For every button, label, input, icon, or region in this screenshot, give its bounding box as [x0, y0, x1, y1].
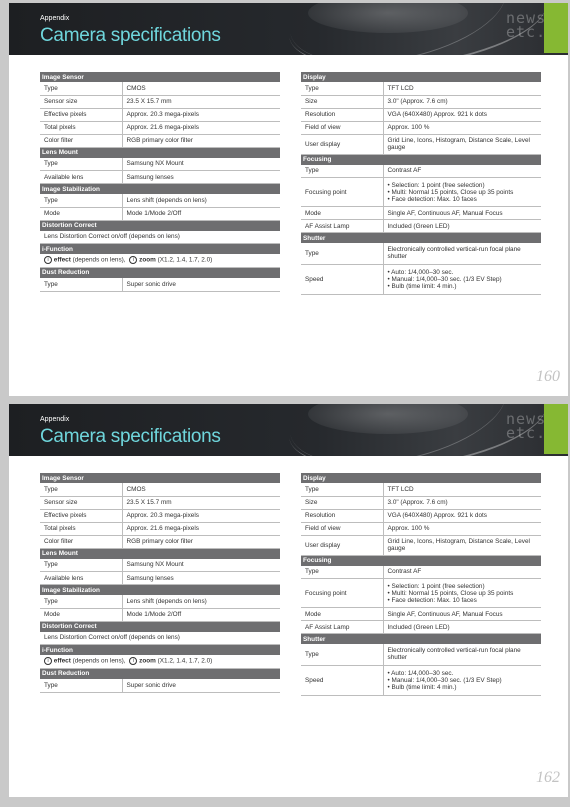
spec-value: Approx. 100 %	[383, 121, 541, 134]
section-header-lens-mount: Lens Mount	[40, 147, 280, 158]
spec-label: Type	[40, 194, 122, 207]
section-header-focusing: Focusing	[301, 555, 541, 566]
list-item: • Auto: 1/4,000–30 sec.	[387, 669, 454, 677]
spec-label: Effective pixels	[40, 108, 122, 121]
spec-label: Type	[301, 566, 383, 579]
section-header-i-function: i-Function	[40, 244, 280, 255]
spec-value: Electronically controlled vertical-run focal plane shutter	[383, 644, 541, 665]
spec-label: Resolution	[301, 108, 383, 121]
spec-value: Samsung lenses	[122, 572, 280, 585]
spec-table-right	[301, 72, 541, 295]
spec-label: Type	[301, 644, 383, 665]
spec-label: Type	[40, 278, 122, 292]
spec-value: 23.5 X 15.7 mm	[122, 496, 280, 509]
spec-value: Contrast AF	[383, 165, 541, 178]
zoom-label: zoom	[139, 256, 156, 264]
effect-text: (depends on lens),	[72, 256, 126, 264]
section-header-dust-reduction: Dust Reduction	[40, 668, 280, 679]
spec-value-list	[383, 665, 541, 695]
section-header-display: Display	[301, 473, 541, 483]
spec-label: Color filter	[40, 535, 122, 548]
spec-value: Mode 1/Mode 2/Off	[122, 608, 280, 621]
list-item: • Multi: Normal 15 points, Close up 35 points	[387, 188, 514, 196]
spec-value: TFT LCD	[383, 483, 541, 496]
section-header-focusing: Focusing	[301, 154, 541, 165]
effect-label: effect	[53, 256, 71, 264]
page-title: Camera specifications	[40, 25, 221, 46]
spec-label: Available lens	[40, 171, 122, 184]
spec-value: Samsung NX Mount	[122, 559, 280, 572]
list-item: • Face detection: Max. 10 faces	[387, 195, 477, 203]
list-item: • Manual: 1/4,000–30 sec. (1/3 EV Step)	[387, 275, 502, 283]
spec-value: Approx. 100 %	[383, 522, 541, 535]
spec-value-i-function	[40, 655, 280, 668]
page-number: 160	[536, 368, 560, 385]
spec-value: Single AF, Continuous AF, Manual Focus	[383, 608, 541, 621]
section-header-image-stabilization: Image Stabilization	[40, 184, 280, 195]
spec-label: Sensor size	[40, 496, 122, 509]
section-header-image-stabilization: Image Stabilization	[40, 585, 280, 596]
effect-text: (depends on lens),	[72, 657, 126, 665]
spec-value: Super sonic drive	[122, 679, 280, 693]
spec-label: Total pixels	[40, 522, 122, 535]
spec-label: Field of view	[301, 522, 383, 535]
section-header-display: Display	[301, 72, 541, 82]
spec-value-list	[383, 579, 541, 608]
spec-value: Approx. 20.3 mega-pixels	[122, 108, 280, 121]
list-item: • Multi: Normal 15 points, Close up 35 points	[387, 589, 514, 597]
list-item: • Selection: 1 point (free selection)	[387, 582, 485, 590]
section-header-image-sensor: Image Sensor	[40, 473, 280, 483]
spec-value: Lens shift (depends on lens)	[122, 595, 280, 608]
manual-page	[9, 3, 568, 396]
section-header-distortion-correct: Distortion Correct	[40, 220, 280, 231]
spec-label: Type	[40, 483, 122, 496]
spec-value: 23.5 X 15.7 mm	[122, 95, 280, 108]
spec-value: VGA (640X480) Approx. 921 k dots	[383, 509, 541, 522]
list-item: • Selection: 1 point (free selection)	[387, 181, 485, 189]
list-item: • Face detection: Max. 10 faces	[387, 596, 477, 604]
spec-value: Contrast AF	[383, 566, 541, 579]
spec-label: User display	[301, 134, 383, 154]
spec-label: Total pixels	[40, 121, 122, 134]
spec-value: Samsung lenses	[122, 171, 280, 184]
section-header-lens-mount: Lens Mount	[40, 548, 280, 559]
spec-label: Speed	[301, 665, 383, 695]
spec-value: Super sonic drive	[122, 278, 280, 292]
spec-label: Type	[301, 243, 383, 264]
i-function-icon: i	[44, 657, 52, 665]
section-header-i-function: i-Function	[40, 645, 280, 656]
spec-value: VGA (640X480) Approx. 921 k dots	[383, 108, 541, 121]
spec-value: Included (Green LED)	[383, 220, 541, 233]
spec-value: Lens Distortion Correct on/off (depends on lens)	[40, 632, 280, 645]
page-title: Camera specifications	[40, 426, 221, 447]
spec-value: Approx. 20.3 mega-pixels	[122, 509, 280, 522]
watermark-logo: news etc.	[506, 9, 547, 41]
spec-value-list	[383, 264, 541, 294]
spec-label: Mode	[40, 608, 122, 621]
spec-value: 3.0" (Approx. 7.6 cm)	[383, 95, 541, 108]
spec-value: Samsung NX Mount	[122, 158, 280, 171]
spec-value: Mode 1/Mode 2/Off	[122, 207, 280, 220]
spec-value: Lens Distortion Correct on/off (depends on lens)	[40, 231, 280, 244]
spec-value-i-function	[40, 254, 280, 267]
spec-value: Included (Green LED)	[383, 621, 541, 634]
zoom-text: (X1.2, 1.4, 1.7, 2.0)	[157, 256, 213, 264]
spec-label: Type	[301, 82, 383, 95]
spec-label: AF Assist Lamp	[301, 621, 383, 634]
spec-table-left	[40, 473, 280, 693]
section-header-image-sensor: Image Sensor	[40, 72, 280, 82]
spec-label: Mode	[301, 207, 383, 220]
spec-label: Size	[301, 496, 383, 509]
spec-label: Focusing point	[301, 178, 383, 207]
list-item: • Auto: 1/4,000–30 sec.	[387, 268, 454, 276]
spec-label: Color filter	[40, 134, 122, 147]
watermark-logo: news etc.	[506, 410, 547, 442]
spec-label: Type	[40, 559, 122, 572]
section-label: Appendix	[40, 15, 70, 22]
spec-value: Grid Line, Icons, Histogram, Distance Scale, Level gauge	[383, 535, 541, 555]
page-header-banner	[9, 3, 568, 55]
spec-label: Type	[40, 158, 122, 171]
i-function-icon: i	[44, 256, 52, 264]
section-header-dust-reduction: Dust Reduction	[40, 267, 280, 278]
i-function-icon: i	[129, 657, 137, 665]
spec-label: Type	[40, 679, 122, 693]
i-function-icon: i	[129, 256, 137, 264]
spec-label: Field of view	[301, 121, 383, 134]
spec-value: Lens shift (depends on lens)	[122, 194, 280, 207]
spec-label: Type	[40, 595, 122, 608]
spec-label: Size	[301, 95, 383, 108]
spec-label: Type	[301, 165, 383, 178]
spec-value: CMOS	[122, 82, 280, 95]
spec-value: RGB primary color filter	[122, 535, 280, 548]
spec-value-list	[383, 178, 541, 207]
section-label: Appendix	[40, 416, 70, 423]
spec-value: 3.0" (Approx. 7.6 cm)	[383, 496, 541, 509]
spec-value: RGB primary color filter	[122, 134, 280, 147]
spec-value: Single AF, Continuous AF, Manual Focus	[383, 207, 541, 220]
section-header-shutter: Shutter	[301, 233, 541, 244]
page-number: 162	[536, 769, 560, 786]
spec-label: Effective pixels	[40, 509, 122, 522]
spec-table-right	[301, 473, 541, 696]
zoom-label: zoom	[139, 657, 156, 665]
spec-value: Grid Line, Icons, Histogram, Distance Scale, Level gauge	[383, 134, 541, 154]
spec-table-left	[40, 72, 280, 292]
spec-label: Focusing point	[301, 579, 383, 608]
manual-page	[9, 404, 568, 797]
zoom-text: (X1.2, 1.4, 1.7, 2.0)	[157, 657, 213, 665]
section-header-distortion-correct: Distortion Correct	[40, 621, 280, 632]
spec-label: Speed	[301, 264, 383, 294]
spec-value: TFT LCD	[383, 82, 541, 95]
spec-value: CMOS	[122, 483, 280, 496]
section-header-shutter: Shutter	[301, 634, 541, 645]
spec-label: Type	[40, 82, 122, 95]
spec-value: Approx. 21.6 mega-pixels	[122, 121, 280, 134]
page-header-banner	[9, 404, 568, 456]
spec-label: User display	[301, 535, 383, 555]
spec-label: Sensor size	[40, 95, 122, 108]
spec-label: AF Assist Lamp	[301, 220, 383, 233]
spec-label: Mode	[301, 608, 383, 621]
list-item: • Bulb (time limit: 4 min.)	[387, 683, 457, 691]
spec-value: Approx. 21.6 mega-pixels	[122, 522, 280, 535]
spec-label: Available lens	[40, 572, 122, 585]
spec-value: Electronically controlled vertical-run focal plane shutter	[383, 243, 541, 264]
effect-label: effect	[53, 657, 71, 665]
spec-label: Mode	[40, 207, 122, 220]
list-item: • Bulb (time limit: 4 min.)	[387, 282, 457, 290]
spec-label: Type	[301, 483, 383, 496]
list-item: • Manual: 1/4,000–30 sec. (1/3 EV Step)	[387, 676, 502, 684]
spec-label: Resolution	[301, 509, 383, 522]
